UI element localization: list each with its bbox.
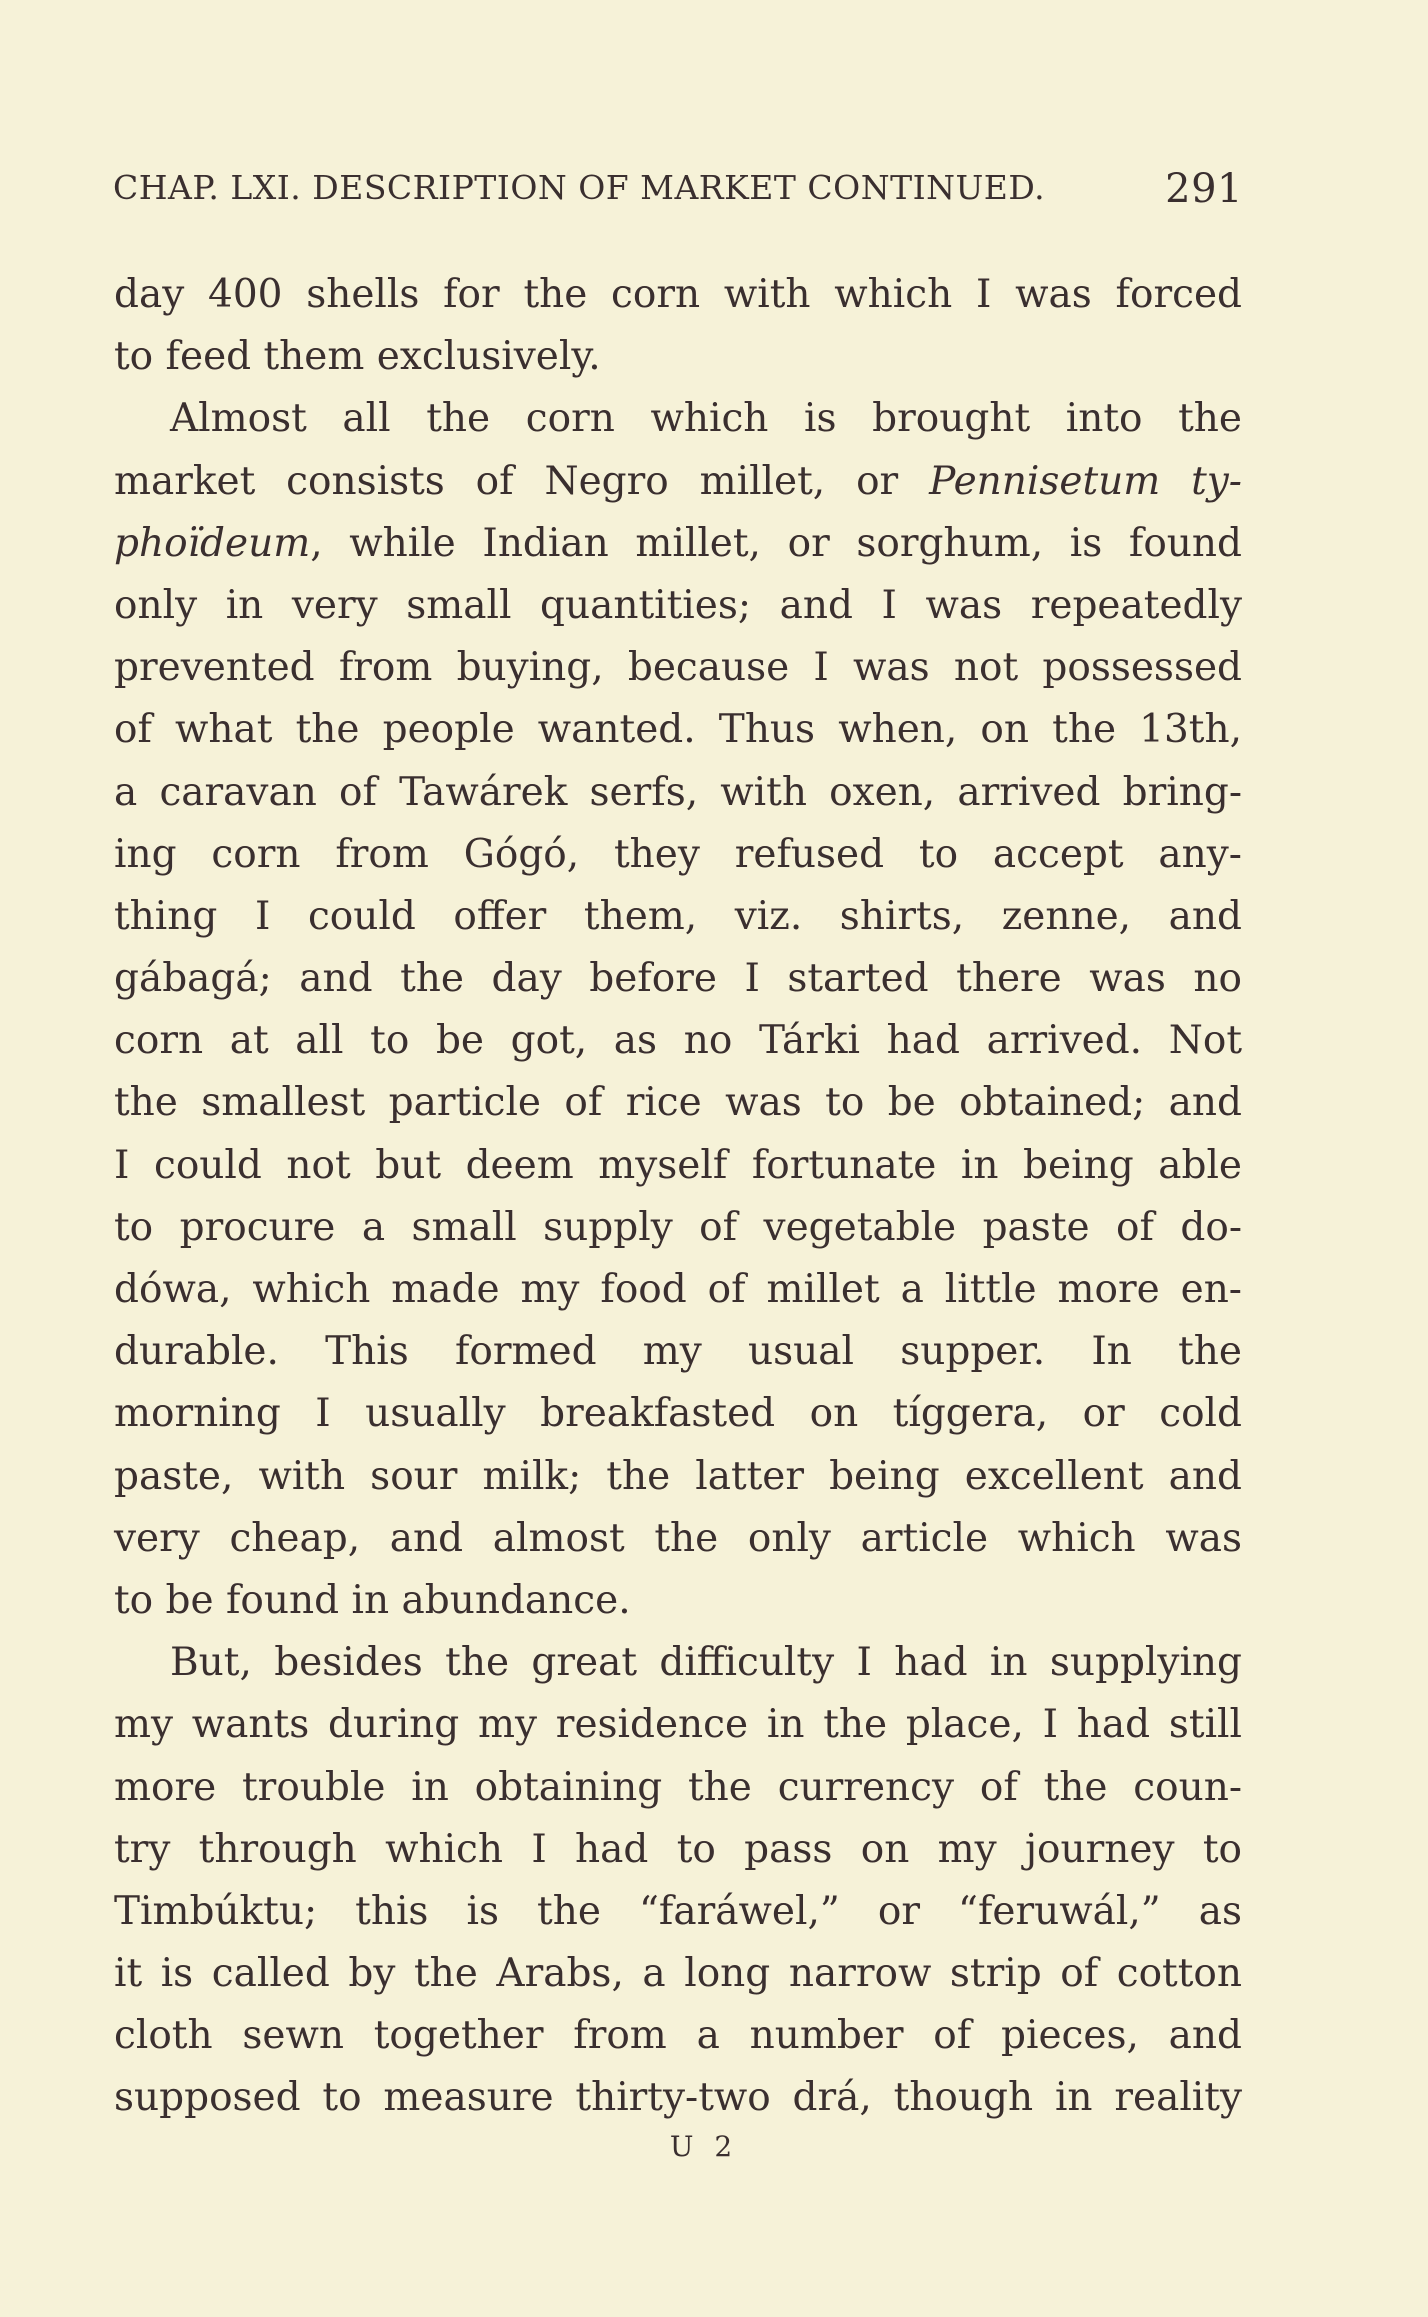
running-title: CHAP. LXI. DESCRIPTION OF MARKET CONTINUED. [113,168,1046,207]
text-line: dówa, which made my food of millet a little more en- [114,1267,1242,1312]
text-line: I could not but deem myself fortunate in being able [114,1142,1242,1188]
text-line: supposed to measure thirty-two drá, though in reality [114,2075,1242,2121]
italic-term: Pennisetum ty- [929,458,1242,504]
text-line: try through which I had to pass on my journey to [114,1826,1242,1872]
text-line: more trouble in obtaining the currency of the coun- [114,1764,1242,1810]
text-line: it is called by the Arabs, a long narrow strip of cotton [114,1951,1242,1997]
page-number: 291 [1165,166,1243,212]
text-line: a caravan of Tawárek serfs, with oxen, arrived bring- [114,769,1242,815]
text-line: paste, with sour milk; the latter being excellent and [114,1453,1242,1499]
text-line: only in very small quantities; and I was repeatedly [114,582,1242,628]
text-line: Almost all the corn which is brought into the [170,396,1242,442]
text-line: But, besides the great difficulty I had in supplying [170,1640,1242,1686]
text-line: morning I usually breakfasted on tíggera, or cold [114,1391,1242,1437]
italic-term: phoïdeum [114,520,311,566]
text-line: to be found in abundance. [114,1577,631,1623]
text-line: durable. This formed my usual supper. In the [114,1329,1242,1375]
text-line: thing I could offer them, viz. shirts, zenne, and [114,893,1242,939]
text-line: the smallest particle of rice was to be obtained; and [114,1080,1242,1126]
text-line: phoïdeum, while Indian millet, or sorghum, is found [114,520,1242,566]
text-line: prevented from buying, because I was not possessed [114,645,1242,691]
text-line: very cheap, and almost the only article which was [114,1515,1242,1561]
text-line: cloth sewn together from a number of pieces, and [114,2013,1242,2059]
text-line: to feed them exclusively. [114,334,601,380]
text-line: corn at all to be got, as no Tárki had arrived. Not [114,1018,1242,1064]
running-header [113,168,1243,218]
text-line: Timbúktu; this is the “faráwel,” or “feruwál,” as [114,1888,1242,1934]
signature-mark: U 2 [669,2130,739,2163]
text-line: gábagá; and the day before I started there was no [114,956,1242,1002]
text-line: market consists of Negro millet, or Pennisetum ty- [114,458,1242,504]
text-line: of what the people wanted. Thus when, on the 13th, [114,707,1242,753]
text-line: day 400 shells for the corn with which I was forced [114,272,1242,317]
text-line: my wants during my residence in the place, I had still [114,1702,1242,1748]
text-line: to procure a small supply of vegetable paste of do- [114,1204,1242,1250]
body-text [114,264,1242,2130]
text-line: ing corn from Gógó, they refused to accept any- [114,831,1242,877]
